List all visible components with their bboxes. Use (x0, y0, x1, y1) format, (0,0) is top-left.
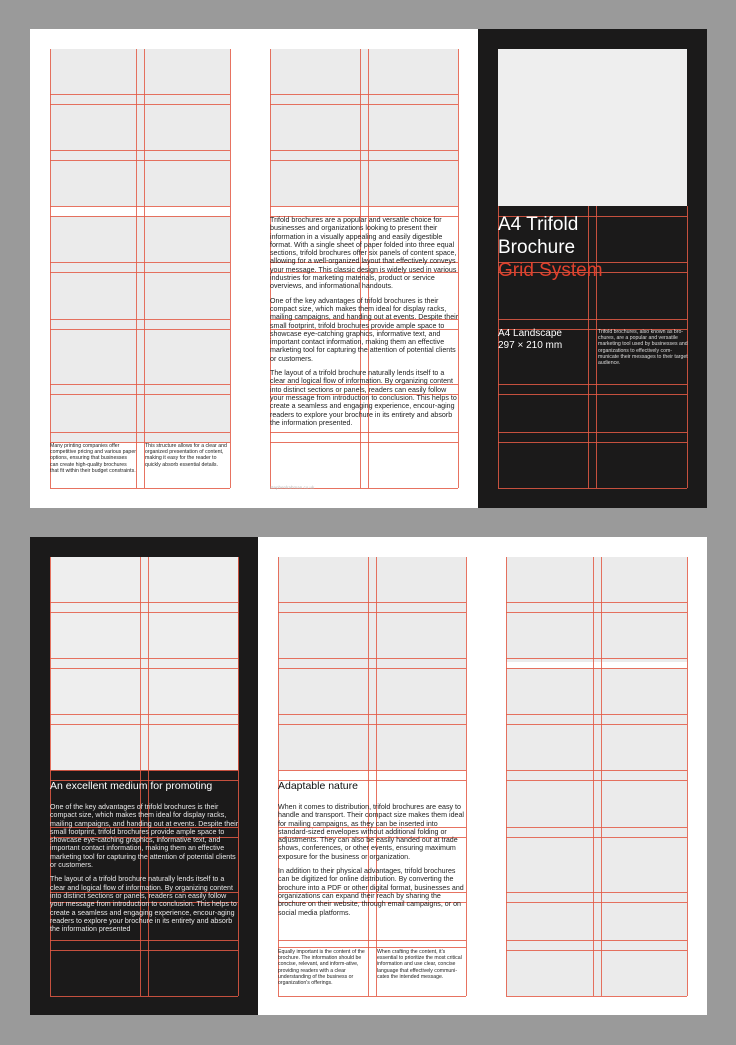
image-placeholder (50, 557, 238, 770)
inside-panel-right (486, 537, 707, 1015)
title-line: A4 Trifold (498, 214, 579, 235)
cover-title (498, 213, 698, 282)
paragraph: In addition to their physical advantages, trifold brochures can be digitized for online distribution. By converting the brochure into a PDF or other digital format, businesses and organizations can expand their reach by sharing the brochure on their website, through email campaigns, or on social media platforms. (278, 867, 464, 917)
section-body-text (278, 803, 468, 923)
paragraph: Trifold brochures are a popular and versatile choice for businesses and organizations looking to present their information in a visually appealing and easily digestible format. With a single sheet of paper folded into three equal sections, trifold brochures offer six panels of content space, allowing for a well-organized layout that effectively conveys your message. This classic design is widely used in various industries for marketing materials, product or service overviews, and informational handouts. (270, 216, 457, 291)
side-note: Equally important is the content of the brochure. The information should be concise, relevant, and inform-ative, providing readers with a clear understanding of the business or organization's offerings. (278, 949, 365, 987)
title-line: Brochure (498, 237, 576, 258)
brochure-inside-spread (30, 537, 707, 1015)
inside-panel-left (30, 537, 258, 1015)
paragraph: One of the key advantages of trifold brochures is their compact size, which makes them ideal for display racks, mailing campaigns, and handing out at events. Despite their small footprint, trifold brochures provide ample space to showcase eye-catching graphics, informative text, and important contact information, making them an effective marketing tool for capturing the attention of potential clients or customers. (50, 803, 239, 870)
image-placeholder (270, 49, 458, 206)
side-note: This structure allows for a clear and organized presentation of content, making it easy for the reader to quickly absorb essential details. (145, 443, 227, 468)
brochure-outside-spread (30, 29, 707, 508)
section-heading: An excellent medium for promoting (50, 780, 213, 792)
cover-image-placeholder (498, 49, 687, 206)
side-note: Many printing companies offer competitive pricing and various paper options, ensuring that businesses can create high-quality brochures that fit within their budget constraints. (50, 443, 136, 474)
image-placeholder (278, 557, 466, 770)
section-body-text (50, 803, 240, 939)
format-line: A4 Landscape (498, 328, 562, 339)
title-accent: Grid System (498, 260, 603, 281)
paragraph: The layout of a trifold brochure naturally lends itself to a clear and logical flow of information. By organizing content into distinct sections or panels, readers can easily follow your message from introduction to conclusion. This helps to create a seamless and engaging experience, encour-aging readers to explore your brochure in its entirety and absorb the information presented (50, 875, 237, 934)
inside-panel-middle (258, 537, 486, 1015)
side-note: When crafting the content, it's essential to prioritize the most critical information and use clear, concise language that effectively communi-cates the intended message. (377, 949, 462, 980)
section-heading: Adaptable nature (278, 780, 358, 792)
grid-row-line (50, 94, 230, 95)
image-placeholder (506, 557, 687, 996)
paragraph: When it comes to distribution, trifold brochures are easy to handle and transport. Their compact size makes them ideal for mailing campaigns, as they can be inserted into standard-sized envelopes without additional folding or adjustments. They can also be easily handed out at trade shows, conferences, or other events, ensuring maximum exposure for the business or organization. (278, 803, 464, 861)
paragraph: The layout of a trifold brochure naturally lends itself to a clear and logical flow of information. By organizing content into distinct sections or panels, readers can easily follow your message from introduction to conclusion. This helps to create a seamless and engaging experience, encour-aging readers to explore your brochure in its entirety and absorb the information presented. (270, 369, 457, 427)
format-label (498, 328, 598, 351)
front-cover-panel (478, 29, 707, 508)
intro-body-text (270, 216, 460, 433)
format-line: 297 × 210 mm (498, 339, 563, 351)
cover-note: Trifold brochures, also known as bro-chures, are a popular and versatile marketing tool used by businesses and organizations to effectively com-municate their messages to their target audience. (598, 329, 688, 367)
outside-panel-middle (250, 29, 478, 508)
grid-column-line (50, 49, 51, 488)
credit-text: stephenlrahman.co.uk (270, 485, 315, 490)
paragraph: One of the key advantages of trifold brochures is their compact size, which makes them ideal for display racks, mailing campaigns, and handing out at events. Despite their small footprint, trifold brochures provide ample space to showcase eye-catching graphics, informative text, and important contact information, making them an effective marketing tool for capturing the attention of potential clients or customers. (270, 296, 459, 363)
outside-panel-left (30, 29, 250, 508)
